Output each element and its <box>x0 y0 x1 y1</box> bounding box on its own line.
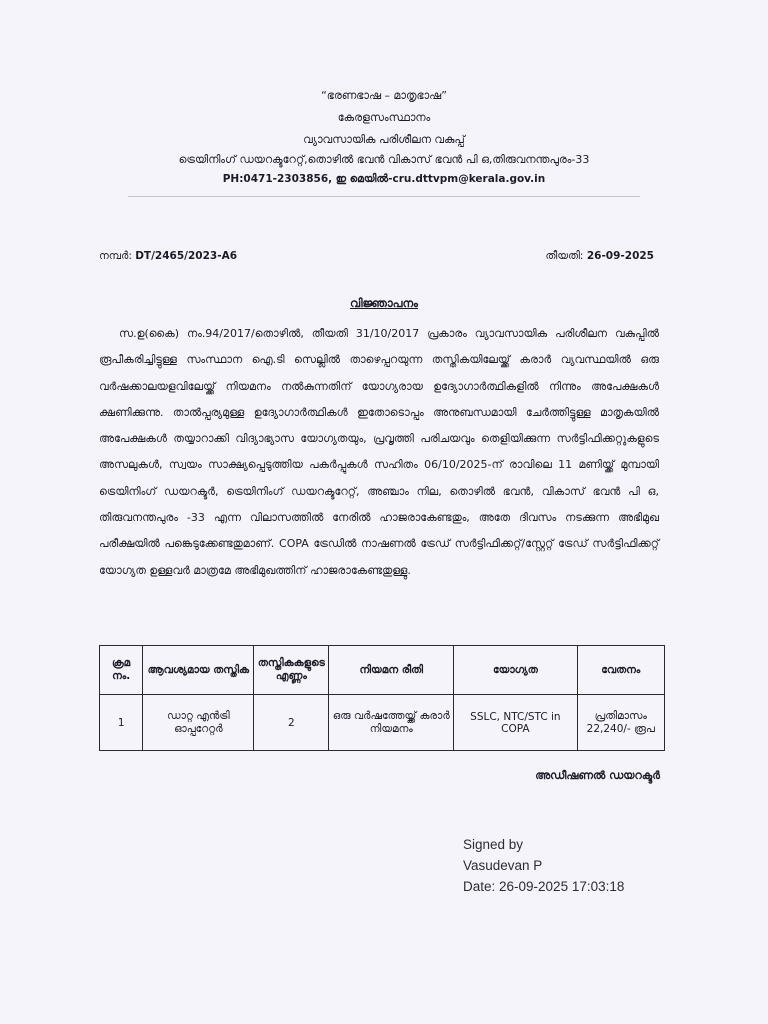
table-row <box>100 695 665 751</box>
header-motto: “ഭരണഭാഷ – മാതൃഭാഷ” <box>321 89 447 102</box>
cell-serial: 1 <box>100 695 143 751</box>
header-directorate: ട്രെയിനിംഗ് ഡയറക്ടറേറ്റ്,തൊഴിൽ ഭവൻ വികാസ് ഭവൻ പി ഒ,തിരുവനന്തപുരം-33 <box>178 153 590 166</box>
header-contact: PH:0471-2303856, ഇ മെയിൽ-cru.dttvpm@kerala.gov.in <box>222 173 546 185</box>
cell-count: 2 <box>254 695 329 751</box>
cell-post: ഡാറ്റ എൻട്രി ഓപ്പറേറ്റർ <box>143 695 254 751</box>
reference-number <box>99 250 237 263</box>
date-value: 26-09-2025 <box>586 250 654 262</box>
date-label: തീയതി: <box>545 250 584 262</box>
signature-line-3: Date: 26-09-2025 17:03:18 <box>463 879 625 894</box>
notification-body: സ.ഉ(കൈ) നം.94/2017/തൊഴിൽ, തീയതി 31/10/2017 പ്രകാരം വ്യാവസായിക പരിശീലന വകുപ്പിൽ രൂപീകരിച്ചിട്ടുള്ള സംസ്ഥാന ഐ.ടി സെല്ലിൽ താഴെപ്പറയുന്ന തസ്തികയിലേയ്ക്ക് കരാർ വ്യവസ്ഥയിൽ ഒരു വർഷക്കാലയളവിലേയ്ക്ക് നിയമനം നൽകുന്നതിന് യോഗ്യരായ ഉദ്യോഗാർത്ഥികളിൽ നിന്നും അപേക്ഷകൾ ക്ഷണിക്കുന്നു. താൽപ്പര്യമുള്ള ഉദ്യോഗാർത്ഥികൾ ഇതോടൊപ്പം അനുബന്ധമായി ചേർത്തിട്ടുള്ള മാതൃകയിൽ അപേക്ഷകൾ തയ്യാറാക്കി വിദ്യാഭ്യാസ യോഗ്യതയും, പ്രവൃത്തി പരിചയവും തെളിയിക്കുന്ന സർട്ടിഫിക്കറ്റുകളുടെ അസലുകൾ, സ്വയം സാക്ഷ്യപ്പെടുത്തിയ പകർപ്പുകൾ സഹിതം 06/10/2025-ന് രാവിലെ 11 മണിയ്ക്ക് മുമ്പായി ട്രെയിനിംഗ് ഡയറക്ടർ, ട്രെയിനിംഗ് ഡയറക്ടറേറ്റ്, അഞ്ചാം നില, തൊഴിൽ ഭവൻ, വികാസ് ഭവൻ പി ഒ, തിരുവനന്തപുരം -33 എന്ന വിലാസത്തിൽ നേരിൽ ഹാജരാകേണ്ടതും, അതേ ദിവസം നടക്കുന്ന അഭിമുഖ പരീക്ഷയിൽ പങ്കെടുക്കേണ്ടതുമാണ്. COPA ട്രേഡിൽ നാഷണൽ ട്രേഡ് സർട്ടിഫിക്കറ്റ്/സ്റ്റേറ്റ് ട്രേഡ് സർട്ടിഫിക്കറ്റ് യോഗ്യത ഉള്ളവർ മാത്രമേ അഭിമുഖത്തിന് ഹാജരാകേണ്ടതുള്ളു. <box>99 327 659 577</box>
cell-salary: പ്രതിമാസം 22,240/- രൂപ <box>577 695 664 751</box>
col-header-qualification: യോഗ്യത <box>454 646 577 695</box>
document-title: വിജ്ഞാപനം <box>349 296 419 310</box>
vacancy-table <box>99 645 665 751</box>
col-header-count: തസ്തികകളുടെ എണ്ണം <box>254 646 329 695</box>
signatory-designation: അഡീഷണൽ ഡയറക്ടർ <box>535 769 660 782</box>
table-header-row <box>100 646 665 695</box>
reference-value: DT/2465/2023-A6 <box>135 250 238 262</box>
digital-signature-block <box>463 834 624 897</box>
col-header-salary: വേതനം <box>577 646 664 695</box>
document-date <box>545 250 654 263</box>
header-state: കേരളസംസ്ഥാനം <box>337 111 431 124</box>
cell-appointment-mode: ഒരു വർഷത്തേയ്ക്ക് കരാർ നിയമനം <box>329 695 454 751</box>
col-header-post: ആവശ്യമായ തസ്തിക <box>143 646 254 695</box>
header-department: വ്യാവസായിക പരിശീലന വകുപ്പ് <box>303 133 465 146</box>
signature-line-2: Vasudevan P <box>463 858 543 873</box>
reference-label: നമ്പർ: <box>99 250 132 262</box>
signature-line-1: Signed by <box>463 837 524 852</box>
cell-qualification: SSLC, NTC/STC in COPA <box>454 695 577 751</box>
col-header-appointment-mode: നിയമന രീതി <box>329 646 454 695</box>
col-header-serial: ക്രമ നം. <box>100 646 143 695</box>
header-divider <box>128 196 640 197</box>
